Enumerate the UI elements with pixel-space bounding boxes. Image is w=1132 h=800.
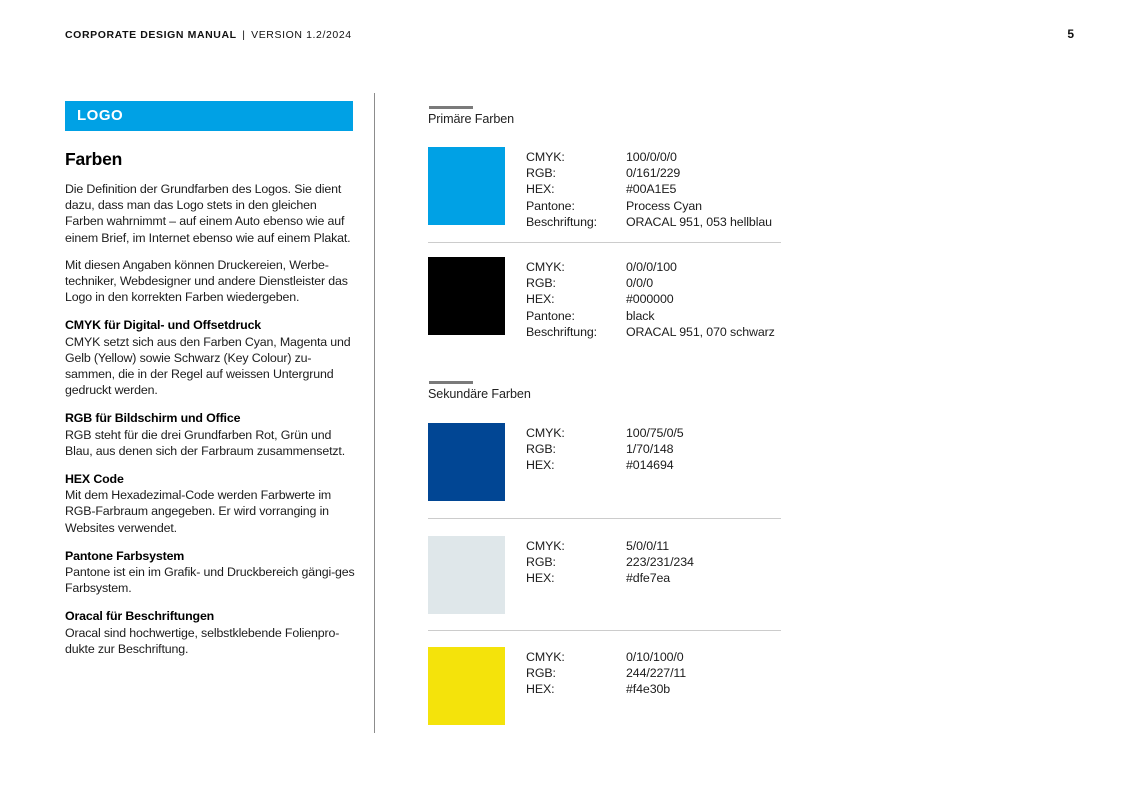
- spec-row: [526, 324, 775, 340]
- spec-label: HEX:: [526, 682, 555, 697]
- page-number: 5: [1067, 27, 1074, 41]
- spec-row: [526, 457, 684, 473]
- spec-value: 223/231/234: [626, 555, 694, 570]
- color-row-yellow: [428, 647, 686, 725]
- spec-row: [526, 165, 772, 181]
- spec-value: 5/0/0/11: [626, 539, 670, 553]
- section-body-hex: Mit dem Hexadezimal-Code werden Farbwerte im RGB-Farbraum angegeben. Er wird vorranging in Websites verwendet.: [65, 488, 332, 535]
- color-row-dark-blue: [428, 423, 684, 501]
- group-tick-primary: [429, 106, 473, 109]
- row-separator: [428, 242, 781, 243]
- manual-version: VERSION 1.2/2024: [251, 29, 352, 41]
- spec-value: Process Cyan: [626, 198, 702, 213]
- spec-label: Beschriftung:: [526, 214, 598, 229]
- spec-label: RGB:: [526, 166, 556, 181]
- spec-value: #f4e30b: [626, 682, 671, 697]
- section-body-oracal: Oracal sind hochwertige, selbstklebende Folienpro-dukte zur Beschriftung.: [65, 625, 340, 656]
- row-separator: [428, 630, 781, 631]
- spec-label: RGB:: [526, 276, 556, 291]
- spec-label: Pantone:: [526, 308, 575, 323]
- spec-label: RGB:: [526, 666, 556, 681]
- section-body-pantone: Pantone ist ein im Grafik- und Druckbereich gängi-ges Farbsystem.: [65, 565, 355, 596]
- spec-label: CMYK:: [526, 426, 565, 440]
- spec-label: CMYK:: [526, 650, 565, 664]
- spec-label: CMYK:: [526, 150, 565, 164]
- spec-row: [526, 649, 686, 665]
- spec-row: [526, 570, 694, 586]
- group-title-secondary: Sekundäre Farben: [428, 387, 531, 401]
- spec-value: #00A1E5: [626, 182, 677, 197]
- spec-value: ORACAL 951, 070 schwarz: [626, 324, 775, 339]
- header-title: [65, 29, 352, 41]
- spec-row: [526, 291, 775, 307]
- left-column: [65, 101, 357, 657]
- spec-value: 244/227/11: [626, 666, 687, 681]
- intro-paragraph-1: Die Definition der Grundfarben des Logos. Sie dient dazu, dass man das Logo stets in den gleichen Farben wahrnimmt – auf einem Auto ebenso wie auf einem Brief, im Internet ebenso wie auf einem Plakat.: [65, 182, 351, 245]
- color-specs-column: [428, 0, 788, 800]
- spec-row: [526, 538, 694, 554]
- color-swatch-black: [428, 257, 505, 335]
- intro-paragraph-2: Mit diesen Angaben können Druckereien, Werbe-techniker, Webdesigner und andere Dienstleister das Logo in den korrekten Farben wiedergeben.: [65, 257, 348, 305]
- spec-label: CMYK:: [526, 260, 565, 274]
- section-body-rgb: RGB steht für die drei Grundfarben Rot, Grün und Blau, aus denen sich der Farbraum zusammensetzt.: [65, 427, 345, 458]
- color-swatch-yellow: [428, 647, 505, 725]
- spec-label: HEX:: [526, 458, 555, 473]
- section-title-hex: HEX Code: [65, 472, 124, 487]
- spec-value: 0/0/0: [626, 276, 654, 291]
- row-separator: [428, 518, 781, 519]
- section-title-rgb: RGB für Bildschirm und Office: [65, 411, 241, 426]
- spec-value: 0/161/229: [626, 166, 681, 181]
- section-body-cmyk: CMYK setzt sich aus den Farben Cyan, Magenta und Gelb (Yellow) sowie Schwarz (Key Colour) zu-sammen, die in der Regel auf weissen Untergrund gedruckt werden.: [65, 334, 351, 398]
- spec-row: [526, 198, 772, 214]
- spec-value: 1/70/148: [626, 442, 674, 457]
- spec-value: #000000: [626, 292, 674, 307]
- spec-label: CMYK:: [526, 539, 565, 553]
- group-title-primary: Primäre Farben: [428, 112, 515, 126]
- header-separator: |: [242, 29, 246, 41]
- spec-row: [526, 308, 775, 324]
- color-row-light-gray: [428, 536, 694, 614]
- spec-label: RGB:: [526, 442, 556, 457]
- spec-value: #014694: [626, 458, 674, 473]
- logo-banner-label: LOGO: [77, 107, 124, 124]
- spec-row: [526, 181, 772, 197]
- spec-row: [526, 275, 775, 291]
- spec-label: Pantone:: [526, 198, 575, 213]
- color-row-cyan: [428, 147, 772, 230]
- spec-label: Beschriftung:: [526, 324, 598, 339]
- manual-title: CORPORATE DESIGN MANUAL: [65, 29, 237, 41]
- color-swatch-dark-blue: [428, 423, 505, 501]
- spec-label: HEX:: [526, 292, 555, 307]
- spec-value: 0/10/100/0: [626, 650, 684, 664]
- spec-value: 100/75/0/5: [626, 426, 684, 440]
- logo-banner: [65, 101, 353, 131]
- color-specs-yellow: [526, 647, 686, 698]
- color-swatch-cyan: [428, 147, 505, 225]
- color-row-black: [428, 257, 775, 340]
- spec-value: black: [626, 308, 655, 323]
- spec-label: RGB:: [526, 555, 556, 570]
- section-title-pantone: Pantone Farbsystem: [65, 548, 185, 563]
- spec-value: #dfe7ea: [626, 571, 671, 586]
- color-specs-cyan: [526, 147, 772, 230]
- color-specs-black: [526, 257, 775, 340]
- spec-label: HEX:: [526, 571, 555, 586]
- spec-value: 0/0/0/100: [626, 260, 677, 274]
- spec-row: [526, 149, 772, 165]
- color-specs-light-gray: [526, 536, 694, 587]
- section-title-cmyk: CMYK für Digital- und Offsetdruck: [65, 318, 262, 333]
- spec-row: [526, 259, 775, 275]
- spec-row: [526, 681, 686, 697]
- color-specs-dark-blue: [526, 423, 684, 474]
- spec-row: [526, 425, 684, 441]
- section-title-oracal: Oracal für Beschriftungen: [65, 609, 215, 624]
- spec-value: ORACAL 951, 053 hellblau: [626, 214, 772, 229]
- column-divider: [374, 93, 375, 733]
- spec-row: [526, 441, 684, 457]
- spec-label: HEX:: [526, 182, 555, 197]
- group-tick-secondary: [429, 381, 473, 384]
- spec-row: [526, 214, 772, 230]
- spec-row: [526, 554, 694, 570]
- spec-row: [526, 665, 686, 681]
- page-title: Farben: [65, 149, 123, 169]
- spec-value: 100/0/0/0: [626, 150, 677, 164]
- color-swatch-light-gray: [428, 536, 505, 614]
